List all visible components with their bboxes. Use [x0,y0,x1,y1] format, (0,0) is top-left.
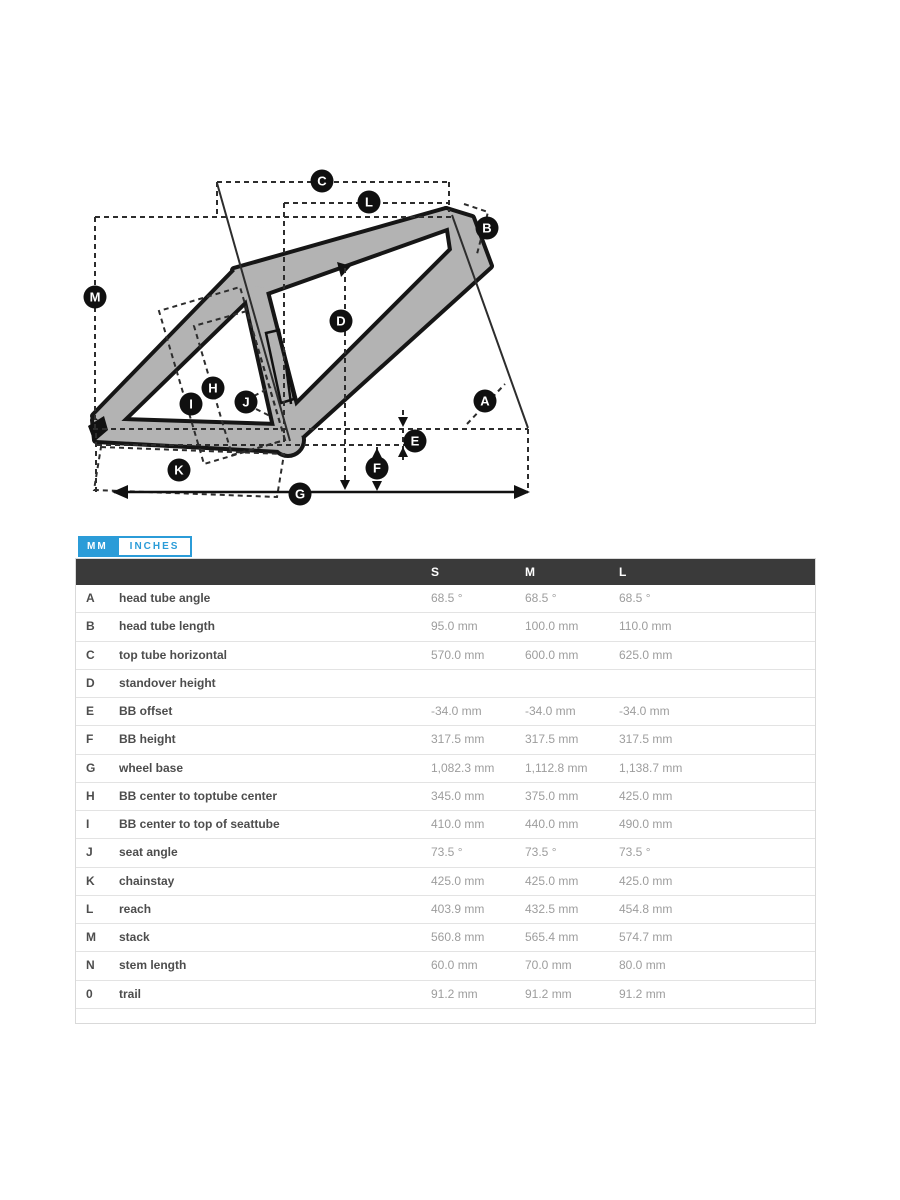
diagram-label-c [311,170,334,193]
row-B-m: 100.0 mm [525,619,579,634]
row-F-letter: F [86,732,94,747]
row-K-l: 425.0 mm [619,873,673,888]
svg-text:C: C [317,173,327,189]
row-0-s: 91.2 mm [431,986,478,1001]
unit-tabs [78,536,192,557]
row-M-label: stack [119,930,150,945]
diagram-label-b [476,217,499,240]
table-row [76,783,815,811]
table-row [76,868,815,896]
column-header-l: L [619,565,627,579]
row-C-l: 625.0 mm [619,647,673,662]
frame-outline [94,210,490,454]
svg-text:A: A [480,393,490,409]
row-A-s: 68.5 ° [431,591,463,605]
row-A-l: 68.5 ° [619,591,651,605]
svg-text:H: H [208,380,218,396]
row-F-m: 317.5 mm [525,732,579,747]
row-L-m: 432.5 mm [525,901,579,916]
diagram-label-m [84,286,107,309]
table-row [76,981,815,1009]
row-N-label: stem length [119,958,187,973]
row-G-l: 1,138.7 mm [619,760,683,775]
diagram-label-d [330,310,353,333]
row-E-l: -34.0 mm [619,704,670,719]
row-C-m: 600.0 mm [525,647,579,662]
diagram-label-a [474,390,497,413]
row-I-letter: I [86,817,90,832]
table-row [76,642,815,670]
row-E-label: BB offset [119,704,173,719]
row-E-m: -34.0 mm [525,704,576,719]
diagram-label-e [404,430,427,453]
table-row [76,896,815,924]
row-H-s: 345.0 mm [431,788,485,803]
row-F-label: BB height [119,732,176,747]
row-M-l: 574.7 mm [619,930,673,945]
svg-text:G: G [294,486,306,502]
row-I-m: 440.0 mm [525,817,579,832]
row-J-label: seat angle [119,845,178,860]
row-L-s: 403.9 mm [431,901,485,916]
svg-text:B: B [482,220,492,236]
row-L-l: 454.8 mm [619,901,673,916]
row-N-m: 70.0 mm [525,958,572,973]
row-K-m: 425.0 mm [525,873,579,888]
geometry-table [75,558,816,1024]
row-0-m: 91.2 mm [525,986,572,1001]
row-L-label: reach [119,901,152,916]
row-J-l: 73.5 ° [619,845,651,860]
row-I-label: BB center to top of seattube [119,817,280,832]
row-N-l: 80.0 mm [619,958,666,973]
row-C-label: top tube horizontal [119,647,227,662]
row-H-letter: H [86,788,95,803]
row-J-m: 73.5 ° [525,845,557,860]
row-D-letter: D [86,675,95,690]
row-G-label: wheel base [119,760,184,775]
svg-text:I: I [189,396,193,412]
row-F-l: 317.5 mm [619,732,673,747]
diagram-label-i [180,393,203,416]
tab-inches[interactable]: INCHES [117,536,193,557]
row-H-l: 425.0 mm [619,788,673,803]
row-B-l: 110.0 mm [619,619,672,634]
svg-text:M: M [89,289,101,305]
row-0-l: 91.2 mm [619,986,666,1001]
diagram-label-k [168,459,191,482]
diagram-label-h [202,377,225,400]
row-D-label: standover height [119,675,216,690]
svg-text:E: E [410,433,420,449]
diagram-label-g [289,483,312,506]
table-row [76,839,815,867]
table-row [76,613,815,641]
table-header [76,559,815,585]
row-C-s: 570.0 mm [431,647,485,662]
svg-text:F: F [373,460,381,476]
row-G-letter: G [86,760,96,775]
table-row [76,924,815,952]
row-E-s: -34.0 mm [431,704,482,719]
row-K-label: chainstay [119,873,175,888]
svg-text:K: K [174,462,184,478]
table-row [76,670,815,698]
tab-mm[interactable]: MM [78,536,117,557]
diagram-label-j [235,391,258,414]
row-L-letter: L [86,901,94,916]
row-M-letter: M [86,930,96,945]
table-row [76,585,815,613]
row-J-s: 73.5 ° [431,845,463,860]
svg-text:J: J [242,394,250,410]
row-A-label: head tube angle [119,591,211,605]
row-H-label: BB center to toptube center [119,788,278,803]
table-row [76,755,815,783]
row-M-m: 565.4 mm [525,930,579,945]
diagram-label-f [366,457,389,480]
row-A-letter: A [86,591,95,605]
diagram-label-l [358,191,381,214]
row-G-s: 1,082.3 mm [431,760,495,775]
column-header-m: M [525,565,535,579]
table-row [76,811,815,839]
row-H-m: 375.0 mm [525,788,579,803]
row-I-s: 410.0 mm [431,817,485,832]
svg-text:D: D [336,313,346,329]
row-K-s: 425.0 mm [431,873,485,888]
row-F-s: 317.5 mm [431,732,485,747]
row-E-letter: E [86,704,95,719]
bike-geometry-diagram [0,0,900,535]
row-C-letter: C [86,647,95,662]
row-G-m: 1,112.8 mm [525,760,588,775]
row-K-letter: K [86,873,95,888]
row-A-m: 68.5 ° [525,591,557,605]
table-row [76,952,815,980]
row-N-letter: N [86,958,95,973]
row-J-letter: J [86,845,93,860]
column-header-s: S [431,565,440,579]
row-B-label: head tube length [119,619,215,634]
row-I-l: 490.0 mm [619,817,673,832]
table-row [76,726,815,754]
table-row [76,698,815,726]
row-N-s: 60.0 mm [431,958,478,973]
row-B-s: 95.0 mm [431,619,478,634]
svg-text:L: L [365,194,373,210]
row-0-label: trail [119,986,142,1001]
row-M-s: 560.8 mm [431,930,485,945]
table-body [76,585,815,1009]
row-B-letter: B [86,619,95,634]
row-0-letter: 0 [86,986,93,1001]
